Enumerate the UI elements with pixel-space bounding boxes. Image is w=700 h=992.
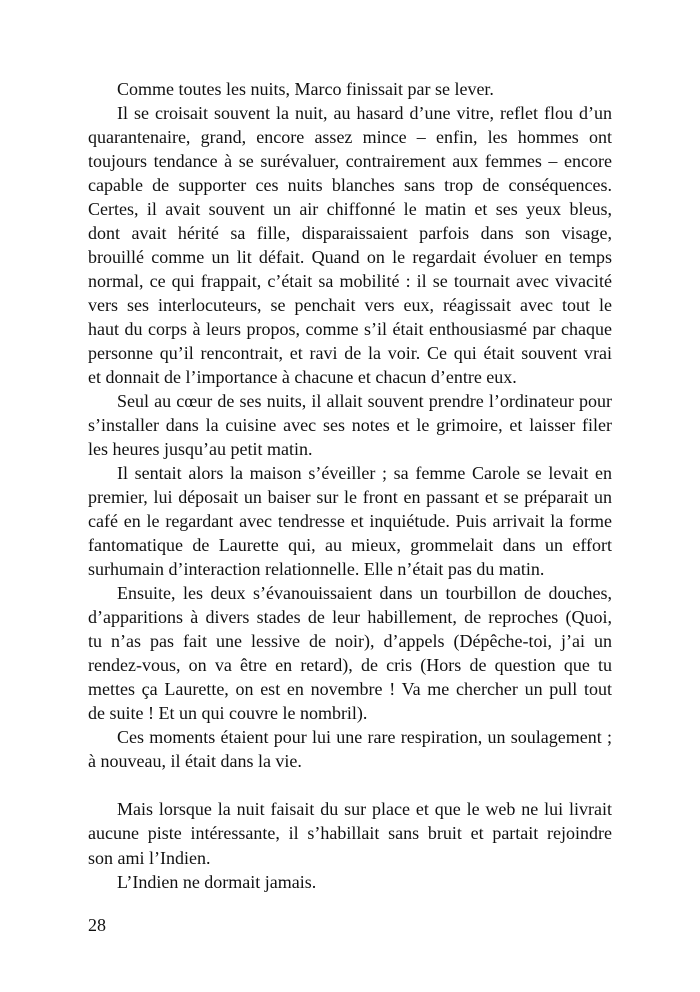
text-line: s’installer dans la cuisine avec ses notes et le grimoire, et laisser filer — [88, 415, 612, 436]
text-line: de suite ! Et un qui couvre le nombril). — [88, 703, 368, 724]
text-line: Mais lorsque la nuit faisait du sur place et que le web ne lui livrait — [117, 799, 612, 820]
text-line: dont avait hérité sa fille, disparaissaient parfois dans son visage, — [88, 223, 612, 244]
text-line: quarantenaire, grand, encore assez mince – enfin, les hommes ont — [88, 127, 612, 148]
text-line: tu n’as pas fait une lessive de noir), d’appels (Dépêche-toi, j’ai un — [88, 631, 612, 652]
text-line: d’apparitions à divers stades de leur habillement, de reproches (Quoi, — [88, 607, 612, 628]
paragraph — [88, 101, 612, 389]
text-line: Il sentait alors la maison s’éveiller ; sa femme Carole se levait en — [117, 463, 612, 484]
text-line: et donnait de l’importance à chacune et chacun d’entre eux. — [88, 367, 517, 388]
paragraph — [88, 461, 612, 581]
section-break — [88, 773, 612, 797]
text-line: haut du corps à leurs propos, comme s’il était enthousiasmé par chaque — [88, 319, 612, 340]
text-line: toujours tendance à se surévaluer, contrairement aux femmes – encore — [88, 151, 612, 172]
text-line: Comme toutes les nuits, Marco finissait par se lever. — [117, 79, 494, 99]
page-number: 28 — [88, 915, 106, 935]
body-text — [88, 77, 612, 894]
text-line: à nouveau, il était dans la vie. — [88, 751, 302, 772]
paragraph — [88, 870, 612, 894]
text-line: Seul au cœur de ses nuits, il allait souvent prendre l’ordinateur pour — [117, 391, 612, 412]
text-line: personne qu’il rencontrait, et ravi de la voir. Ce qui était souvent vrai — [88, 343, 612, 364]
paragraph — [88, 797, 612, 869]
text-line: L’Indien ne dormait jamais. — [117, 871, 317, 892]
paragraph — [88, 389, 612, 461]
text-line: café en le regardant avec tendresse et inquiétude. Puis arrivait la forme — [88, 511, 612, 532]
text-line: mettes ça Laurette, on est en novembre ! Va me chercher un pull tout — [88, 679, 612, 700]
text-line: capable de supporter ces nuits blanches sans trop de conséquences. — [88, 175, 612, 196]
paragraph — [88, 581, 612, 725]
text-line: aucune piste intéressante, il s’habillait sans bruit et partait rejoindre — [88, 823, 612, 844]
text-line: normal, ce qui frappait, c’était sa mobilité : il se tournait avec vivacité — [88, 271, 612, 292]
text-line: Ensuite, les deux s’évanouissaient dans un tourbillon de douches, — [117, 583, 612, 604]
text-line: surhumain d’interaction relationnelle. Elle n’était pas du matin. — [88, 559, 545, 580]
text-line: les heures jusqu’au petit matin. — [88, 439, 313, 460]
text-line: premier, lui déposait un baiser sur le front en passant et se préparait un — [88, 487, 612, 508]
text-line: son ami l’Indien. — [88, 847, 211, 868]
text-line: rendez-vous, on va être en retard), de cris (Hors de question que tu — [88, 655, 612, 676]
text-line: Il se croisait souvent la nuit, au hasard d’une vitre, reflet flou d’un — [117, 103, 612, 124]
text-line: Certes, il avait souvent un air chiffonné le matin et ses yeux bleus, — [88, 199, 612, 220]
paragraph — [88, 77, 612, 101]
text-line: Ces moments étaient pour lui une rare respiration, un soulagement ; — [117, 727, 612, 748]
text-line: brouillé comme un lit défait. Quand on le regardait évoluer en temps — [88, 247, 612, 268]
text-line: fantomatique de Laurette qui, au mieux, grommelait dans un effort — [88, 535, 612, 556]
paragraph — [88, 725, 612, 773]
text-line: vers ses interlocuteurs, se penchait vers eux, réagissait avec tout le — [88, 295, 612, 316]
